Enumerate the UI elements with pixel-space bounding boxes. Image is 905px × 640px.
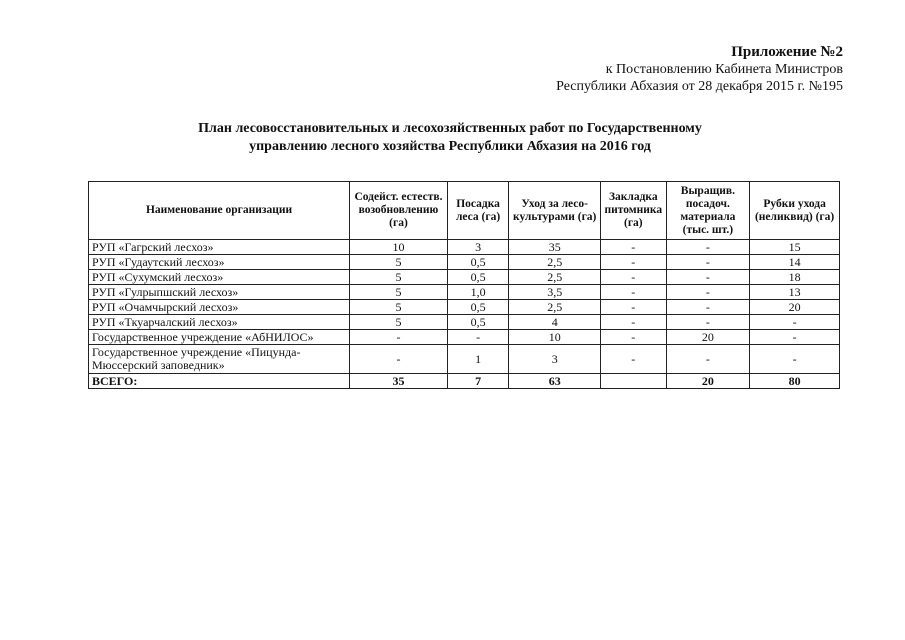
cell-value: - bbox=[601, 315, 667, 330]
table-row bbox=[89, 330, 840, 345]
cell-value: 5 bbox=[350, 255, 448, 270]
cell-organization: РУП «Гудаутский лесхоз» bbox=[89, 255, 350, 270]
header-planting-material: Выращив. посадоч. материала (тыс. шт.) bbox=[666, 182, 750, 240]
cell-value: 3,5 bbox=[509, 285, 601, 300]
total-value: 20 bbox=[666, 374, 750, 389]
cell-value: 15 bbox=[750, 240, 840, 255]
table-row bbox=[89, 240, 840, 255]
total-value: 80 bbox=[750, 374, 840, 389]
cell-value: 5 bbox=[350, 300, 448, 315]
table-row bbox=[89, 300, 840, 315]
cell-value: 3 bbox=[447, 240, 508, 255]
cell-value: - bbox=[601, 345, 667, 374]
document-title-line-2: управлению лесного хозяйства Республики Абхазия на 2016 год bbox=[249, 139, 651, 154]
cell-organization: РУП «Сухумский лесхоз» bbox=[89, 270, 350, 285]
cell-value: - bbox=[666, 255, 750, 270]
header-natural-regeneration: Содейст. естеств. возобновлению (га) bbox=[350, 182, 448, 240]
cell-value: 3 bbox=[509, 345, 601, 374]
cell-value: 10 bbox=[509, 330, 601, 345]
cell-value: 5 bbox=[350, 285, 448, 300]
table-row bbox=[89, 345, 840, 374]
cell-organization: РУП «Ткуарчалский лесхоз» bbox=[89, 315, 350, 330]
cell-value: 1,0 bbox=[447, 285, 508, 300]
cell-value: - bbox=[750, 315, 840, 330]
document-title-line-1: План лесовосстановительных и лесохозяйственных работ по Государственному bbox=[198, 121, 702, 136]
cell-value: - bbox=[350, 330, 448, 345]
cell-value: 0,5 bbox=[447, 300, 508, 315]
table-header-row bbox=[89, 182, 840, 240]
cell-value: 20 bbox=[666, 330, 750, 345]
cell-value: 1 bbox=[447, 345, 508, 374]
cell-value: - bbox=[447, 330, 508, 345]
cell-value: 2,5 bbox=[509, 255, 601, 270]
cell-value: - bbox=[666, 345, 750, 374]
works-plan-table bbox=[88, 181, 840, 389]
cell-value: - bbox=[601, 285, 667, 300]
total-value bbox=[601, 374, 667, 389]
header-forest-planting: Посадка леса (га) bbox=[447, 182, 508, 240]
document-title bbox=[130, 120, 770, 156]
cell-value: 5 bbox=[350, 315, 448, 330]
cell-value: 18 bbox=[750, 270, 840, 285]
cell-value: - bbox=[750, 345, 840, 374]
cell-organization: РУП «Гулрыпшский лесхоз» bbox=[89, 285, 350, 300]
cell-value: - bbox=[601, 330, 667, 345]
total-label: ВСЕГО: bbox=[89, 374, 350, 389]
cell-value: - bbox=[601, 240, 667, 255]
appendix-title: Приложение №2 bbox=[731, 44, 843, 60]
cell-value: - bbox=[666, 315, 750, 330]
appendix-header bbox=[556, 44, 843, 95]
total-value: 7 bbox=[447, 374, 508, 389]
cell-organization: Государственное учреждение «Пицунда-Мюссерский заповедник» bbox=[89, 345, 350, 374]
cell-value: - bbox=[350, 345, 448, 374]
cell-value: 20 bbox=[750, 300, 840, 315]
cell-value: 13 bbox=[750, 285, 840, 300]
header-plantation-care: Уход за лесо-культурами (га) bbox=[509, 182, 601, 240]
total-value: 63 bbox=[509, 374, 601, 389]
total-value: 35 bbox=[350, 374, 448, 389]
cell-value: - bbox=[601, 255, 667, 270]
table-row bbox=[89, 255, 840, 270]
cell-value: - bbox=[666, 300, 750, 315]
header-nursery-establishment: Закладка питомника (га) bbox=[601, 182, 667, 240]
cell-value: - bbox=[601, 300, 667, 315]
cell-value: 5 bbox=[350, 270, 448, 285]
cell-value: 14 bbox=[750, 255, 840, 270]
table-row bbox=[89, 270, 840, 285]
cell-value: 2,5 bbox=[509, 300, 601, 315]
table-row bbox=[89, 315, 840, 330]
cell-value: 0,5 bbox=[447, 255, 508, 270]
cell-value: 10 bbox=[350, 240, 448, 255]
header-organization: Наименование организации bbox=[89, 182, 350, 240]
cell-value: - bbox=[750, 330, 840, 345]
appendix-line-2: Республики Абхазия от 28 декабря 2015 г. №195 bbox=[556, 79, 843, 94]
cell-organization: РУП «Очамчырский лесхоз» bbox=[89, 300, 350, 315]
cell-value: 35 bbox=[509, 240, 601, 255]
cell-value: 0,5 bbox=[447, 315, 508, 330]
cell-organization: РУП «Гагрский лесхоз» bbox=[89, 240, 350, 255]
table-row bbox=[89, 285, 840, 300]
header-thinning: Рубки ухода (неликвид) (га) bbox=[750, 182, 840, 240]
cell-organization: Государственное учреждение «АбНИЛОС» bbox=[89, 330, 350, 345]
appendix-line-1: к Постановлению Кабинета Министров bbox=[605, 62, 843, 77]
cell-value: - bbox=[666, 285, 750, 300]
cell-value: - bbox=[666, 270, 750, 285]
cell-value: - bbox=[601, 270, 667, 285]
cell-value: 0,5 bbox=[447, 270, 508, 285]
cell-value: - bbox=[666, 240, 750, 255]
cell-value: 2,5 bbox=[509, 270, 601, 285]
table-total-row bbox=[89, 374, 840, 389]
cell-value: 4 bbox=[509, 315, 601, 330]
